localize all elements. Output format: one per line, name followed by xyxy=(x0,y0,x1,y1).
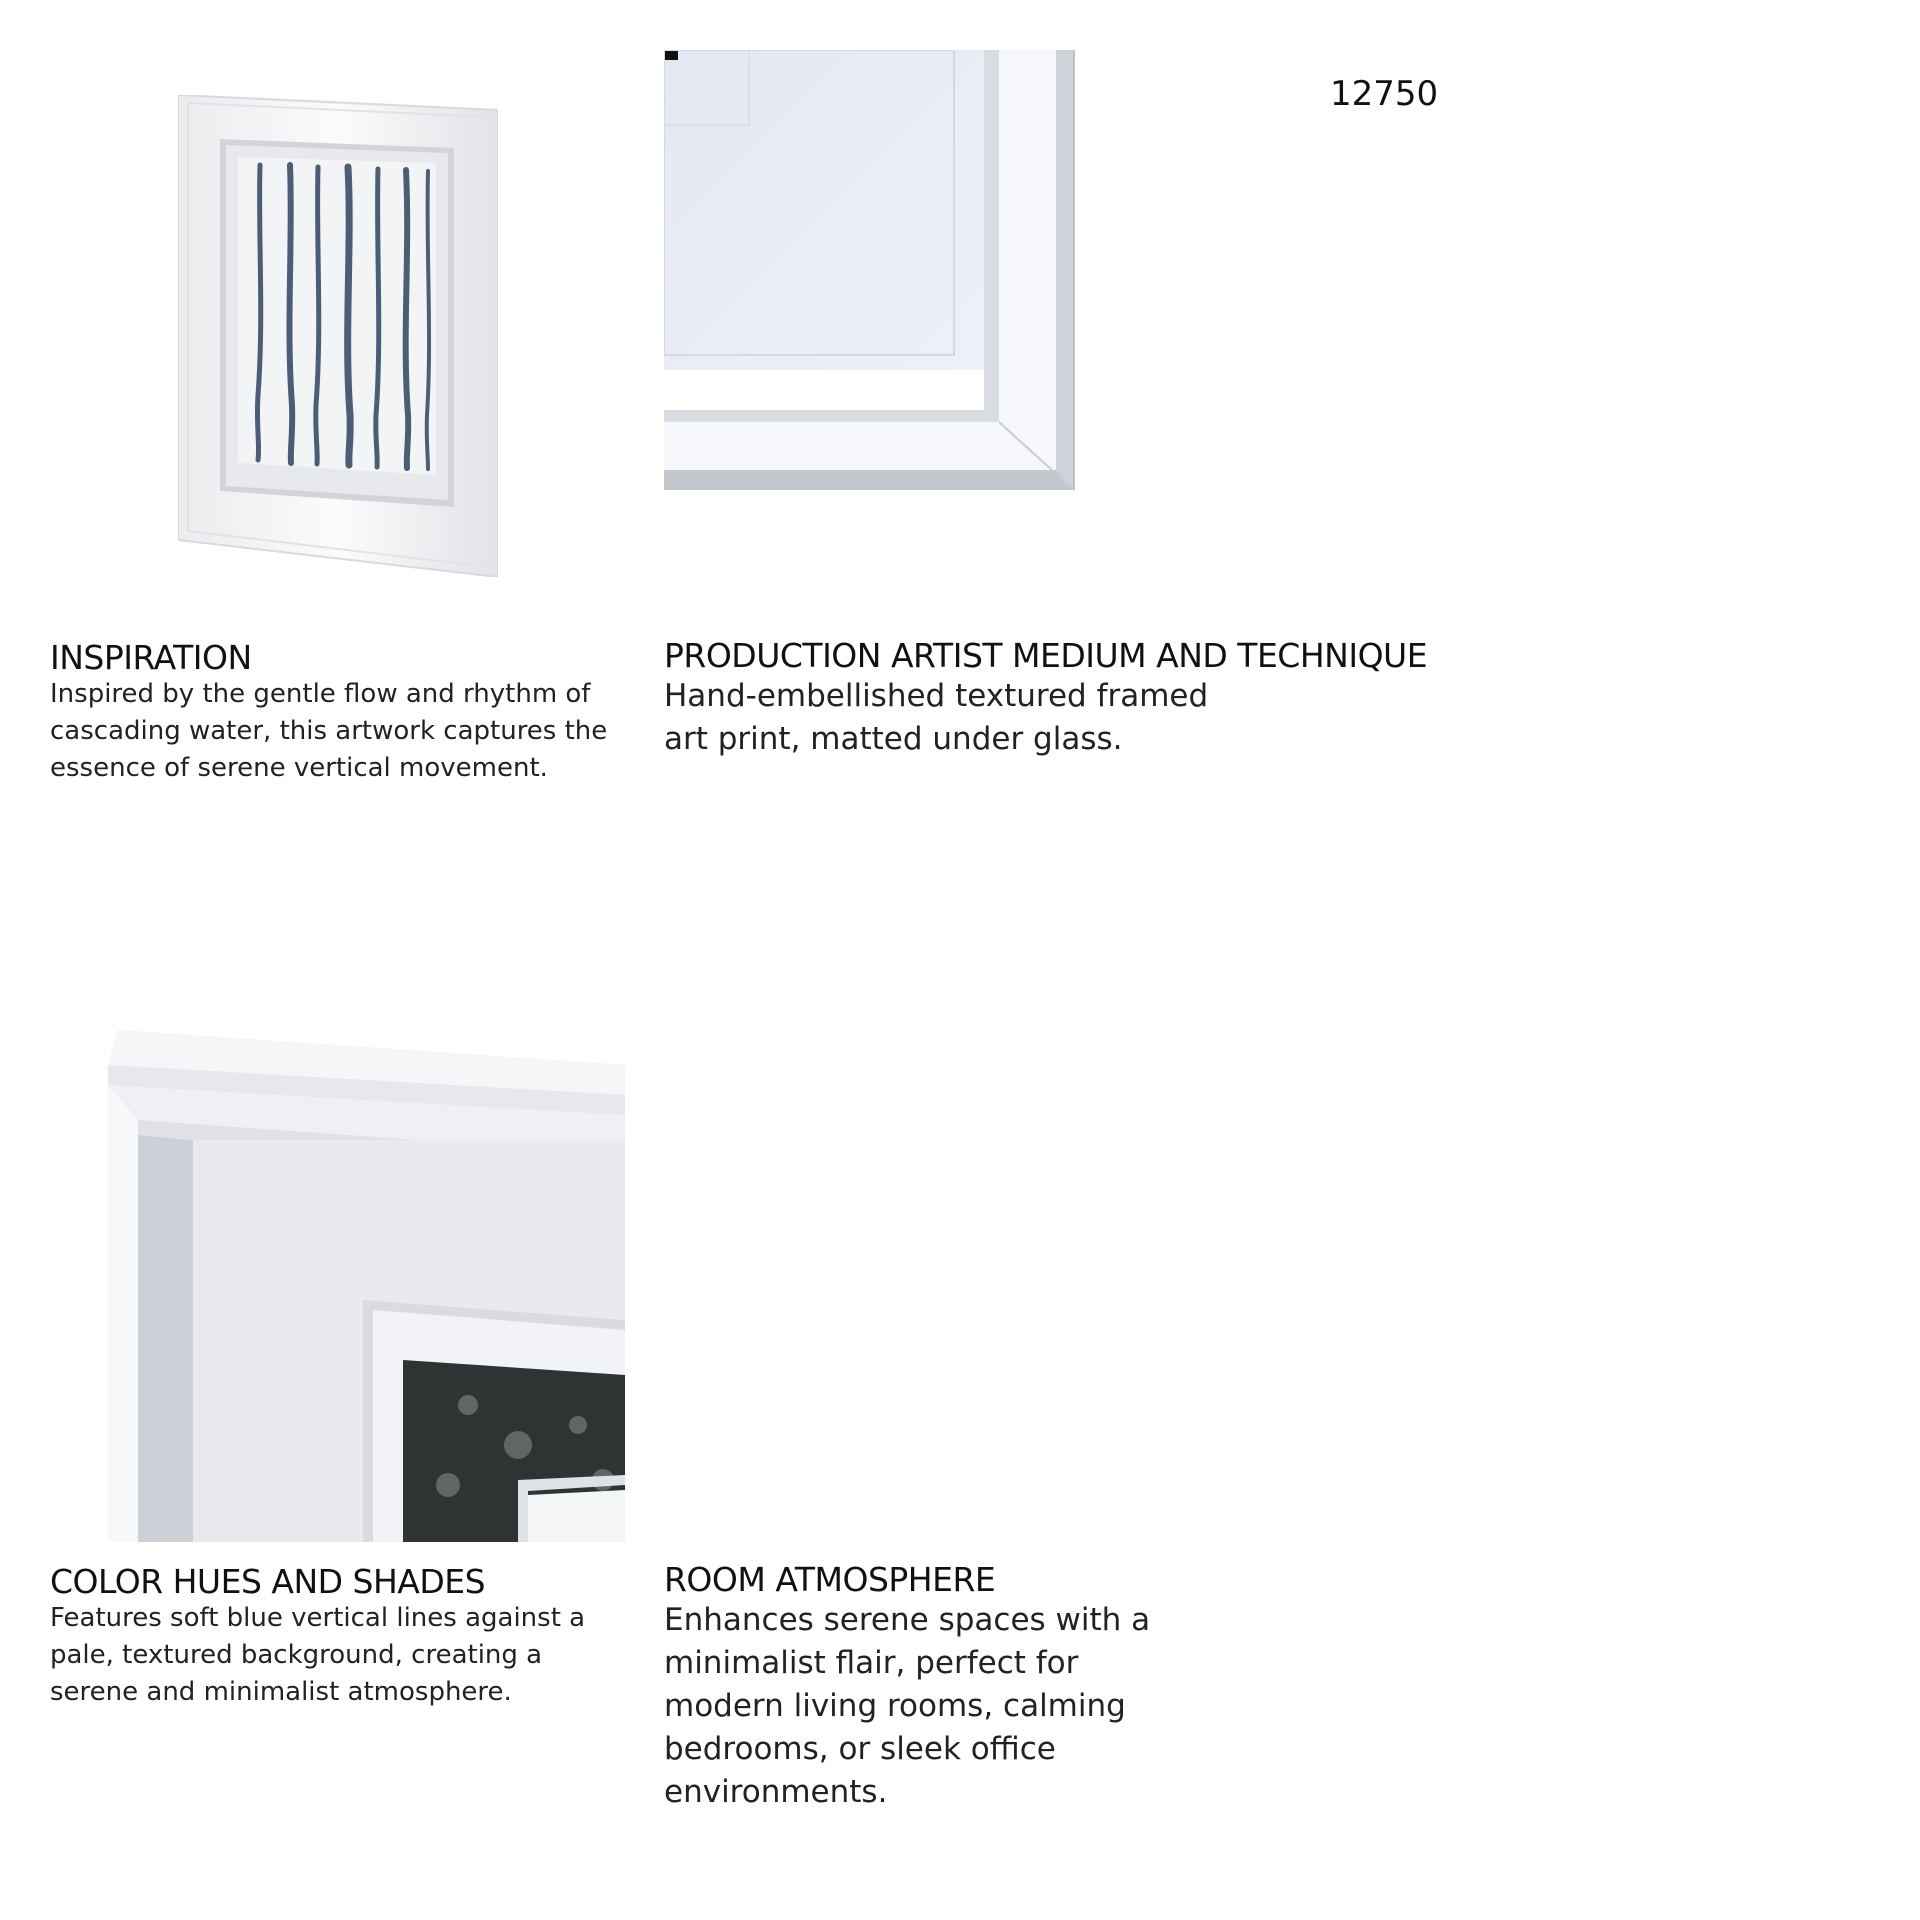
inspiration-body: Inspired by the gentle flow and rhythm of cascading water, this artwork captures the essence of serene vertical movement. xyxy=(50,679,608,783)
framed-art-front-image xyxy=(178,95,498,577)
production-body: Hand-embellished textured framed art print, matted under glass. xyxy=(664,678,1209,757)
room-body: Enhances serene spaces with a minimalist flair, perfect for modern living rooms, calming bedrooms, or sleek office environments. xyxy=(664,1602,1151,1810)
production-heading: PRODUCTION ARTIST MEDIUM AND TECHNIQUE xyxy=(664,636,1428,675)
color-body: Features soft blue vertical lines against a pale, textured background, creating a serene and minimalist atmosphere. xyxy=(50,1603,586,1707)
inspiration-heading: INSPIRATION xyxy=(50,638,252,677)
room-heading: ROOM ATMOSPHERE xyxy=(664,1560,996,1599)
frame-angle-detail-image xyxy=(108,1025,625,1542)
frame-corner-detail-image xyxy=(664,50,1104,490)
product-sku: 12750 xyxy=(1330,74,1439,114)
color-heading: COLOR HUES AND SHADES xyxy=(50,1562,486,1601)
